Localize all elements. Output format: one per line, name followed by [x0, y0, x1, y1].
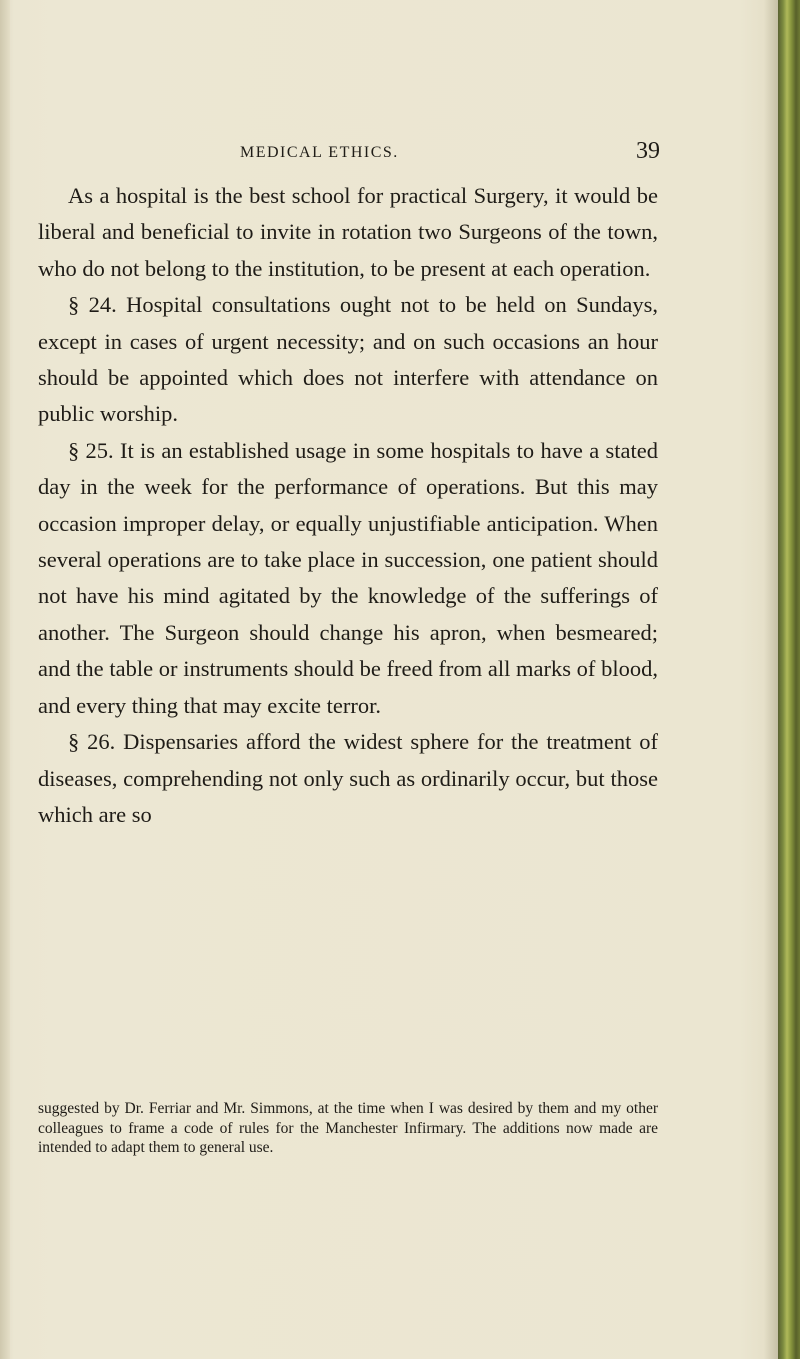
footnote	[38, 1099, 658, 1158]
paragraph-hospital-school: As a hospital is the best school for practical Surgery, it would be liberal and beneficial to invite in rotation two Surgeons of the town, who do not belong to the institution, to be present at each operation.	[38, 183, 658, 281]
page-header	[240, 138, 660, 168]
body-text	[38, 178, 658, 833]
book-binding-edge	[778, 0, 800, 1359]
page-number: 39	[636, 138, 660, 164]
running-head: MEDICAL ETHICS.	[240, 144, 399, 161]
paragraph-section-25: § 25. It is an established usage in some hospitals to have a stated day in the week for the performance of operations. But this may occasion improper delay, or equally unjustifiable anticipation. When several operations are to take place in succession, one patient should not have his mind agitated by the knowledge of the sufferings of another. The Surgeon should change his apron, when besmeared; and the table or instruments should be freed from all marks of blood, and every thing that may excite terror.	[38, 437, 658, 718]
paragraph-section-24: § 24. Hospital consultations ought not to be held on Sundays, except in cases of urgent necessity; and on such occasions an hour should be appointed which does not interfere with attendance on public worship.	[38, 292, 658, 427]
page-left-edge	[0, 0, 10, 1359]
footnote-text: suggested by Dr. Ferriar and Mr. Simmons, at the time when I was desired by them and my other colleagues to frame a code of rules for the Manchester Infirmary. The additions now made are intended to adapt them to general use.	[38, 1100, 658, 1156]
paragraph-section-26: § 26. Dispensaries afford the widest sphere for the treatment of diseases, comprehending not only such as ordinarily occur, but those which are so	[38, 729, 658, 827]
page-gutter-shadow	[764, 0, 778, 1359]
